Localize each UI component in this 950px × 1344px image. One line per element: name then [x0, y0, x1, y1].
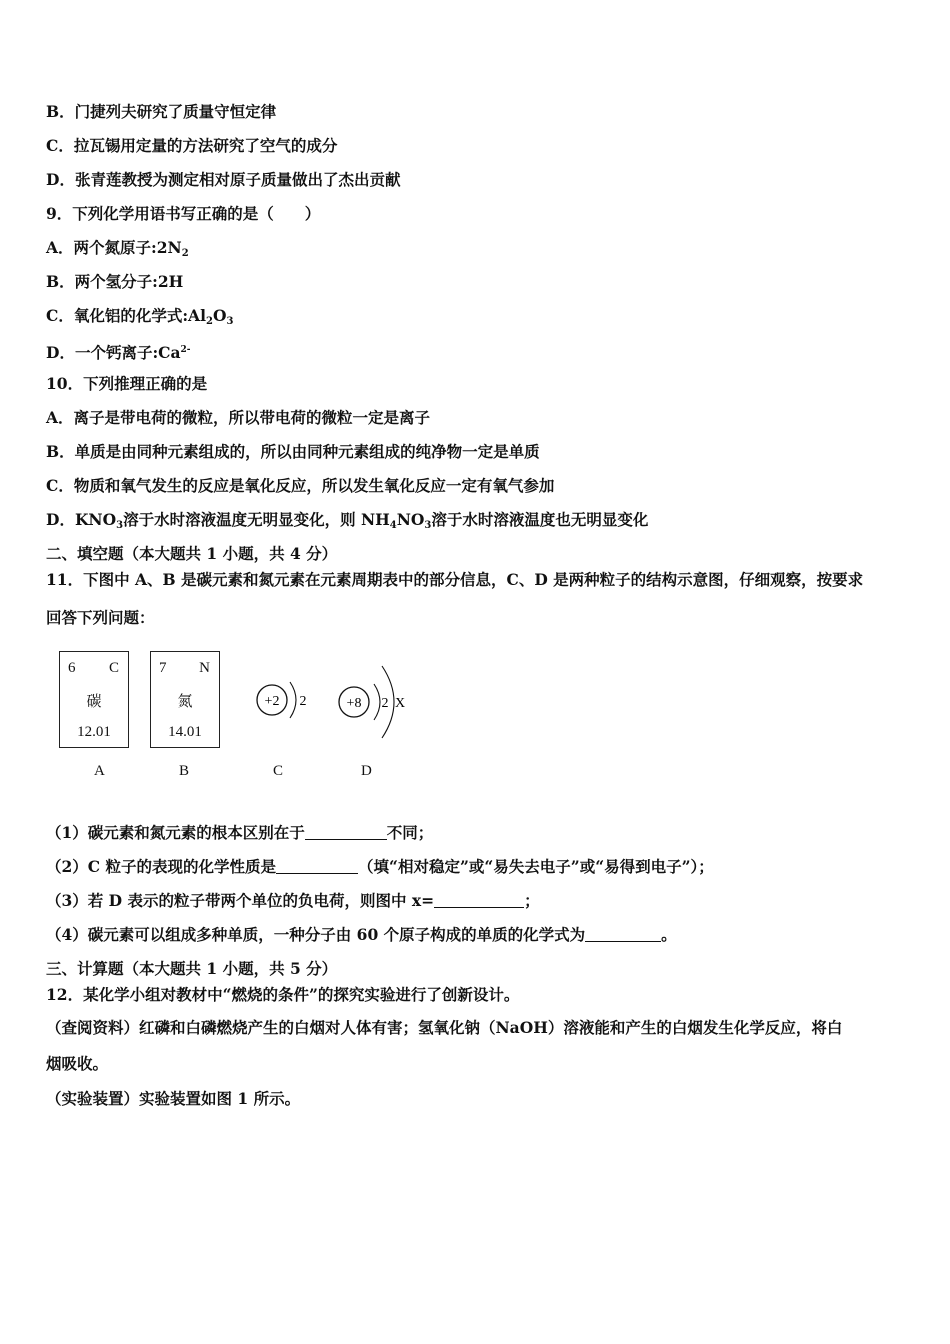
atomic-number: 7 [159, 660, 167, 676]
shell-electrons: 2 [299, 694, 307, 709]
q10-option-d: D．$KNO_3$溶于水时溶液温度无明显变化，则 $NH_4NO_3$溶于水时溶液温度也无明显变化 [46, 510, 649, 531]
q12-info-line1: （查阅资料）红磷和白磷燃烧产生的白烟对人体有害；氢氧化钠（NaOH）溶液能和产生的白烟发生化学反应，将白 [46, 1018, 843, 1037]
q8-option-b: B．门捷列夫研究了质量守恒定律 [46, 102, 277, 121]
answer-blank[interactable] [585, 927, 661, 942]
figure-label-d: D [361, 763, 372, 779]
q11-stem-line2: 回答下列问题： [46, 608, 155, 627]
answer-blank[interactable] [434, 893, 524, 908]
electron-shell-arc-1 [374, 684, 380, 720]
nucleus-charge: +8 [346, 696, 362, 711]
q11-part-2: （2）C 粒子的表现的化学性质是 （填“相对稳定”或“易失去电子”或“易得到电子”）； [46, 857, 714, 876]
q9-option-d: D．一个钙离子$:Ca^{2-}$ [46, 343, 191, 362]
element-name: 碳 [86, 694, 102, 710]
q11-part-3: （3）若 D 表示的粒子带两个单位的负电荷，则图中 x= ； [46, 891, 540, 910]
particle-c-diagram [252, 670, 322, 730]
atomic-number: 6 [68, 660, 76, 676]
atomic-mass: 12.01 [77, 724, 111, 740]
section-3-heading: 三、计算题（本大题共 1 小题，共 5 分） [46, 959, 338, 978]
section-2-heading: 二、填空题（本大题共 1 小题，共 4 分） [46, 544, 338, 563]
q12-info-line2: 烟吸收。 [46, 1054, 109, 1073]
figure-label-b: B [179, 763, 190, 779]
q9-stem: 9．下列化学用语书写正确的是（ ） [46, 204, 321, 223]
answer-blank[interactable] [276, 859, 358, 874]
q9-option-b: B．两个氢分子:2H [46, 272, 184, 291]
q11-part-1: （1）碳元素和氮元素的根本区别在于 不同； [46, 823, 434, 842]
shell-1-electrons: 2 [381, 696, 389, 711]
q12-stem: 12．某化学小组对教材中“燃烧的条件”的探究实验进行了创新设计。 [46, 985, 520, 1004]
q8-option-c: C．拉瓦锡用定量的方法研究了空气的成分 [46, 136, 338, 155]
q10-option-c: C．物质和氧气发生的反应是氧化反应，所以发生氧化反应一定有氧气参加 [46, 476, 555, 495]
answer-blank[interactable] [305, 825, 387, 840]
shell-2-electrons: X [394, 696, 406, 711]
electron-shell-arc [290, 682, 296, 718]
q10-option-b: B．单质是由同种元素组成的，所以由同种元素组成的纯净物一定是单质 [46, 442, 540, 461]
q8-option-d: D．张青莲教授为测定相对原子质量做出了杰出贡献 [46, 170, 401, 189]
q10-stem: 10．下列推理正确的是 [46, 374, 208, 393]
q12-device: （实验装置）实验装置如图 1 所示。 [46, 1089, 301, 1108]
q9-option-a: A．两个氮原子$:2N_2$ [46, 238, 189, 259]
element-card-nitrogen [150, 651, 220, 748]
q10-option-a: A．离子是带电荷的微粒，所以带电荷的微粒一定是离子 [46, 408, 431, 427]
element-name: 氮 [177, 694, 193, 710]
atomic-mass: 14.01 [168, 724, 202, 740]
figure-label-c: C [273, 763, 284, 779]
q9-option-c: C．氧化铝的化学式$:Al_2O_3$ [46, 306, 234, 327]
q11-stem-line1: 11．下图中 A、B 是碳元素和氮元素在元素周期表中的部分信息，C、D 是两种粒子的结构示意图，仔细观察，按要求 [46, 570, 864, 589]
figure-label-a: A [94, 763, 105, 779]
nucleus-charge: +2 [264, 694, 280, 709]
element-card-carbon [59, 651, 129, 748]
particle-d-diagram [332, 660, 422, 740]
q11-part-4: （4）碳元素可以组成多种单质，一种分子由 60 个原子构成的单质的化学式为 。 [46, 925, 677, 944]
element-symbol: N [199, 660, 210, 676]
element-symbol: C [108, 660, 119, 676]
